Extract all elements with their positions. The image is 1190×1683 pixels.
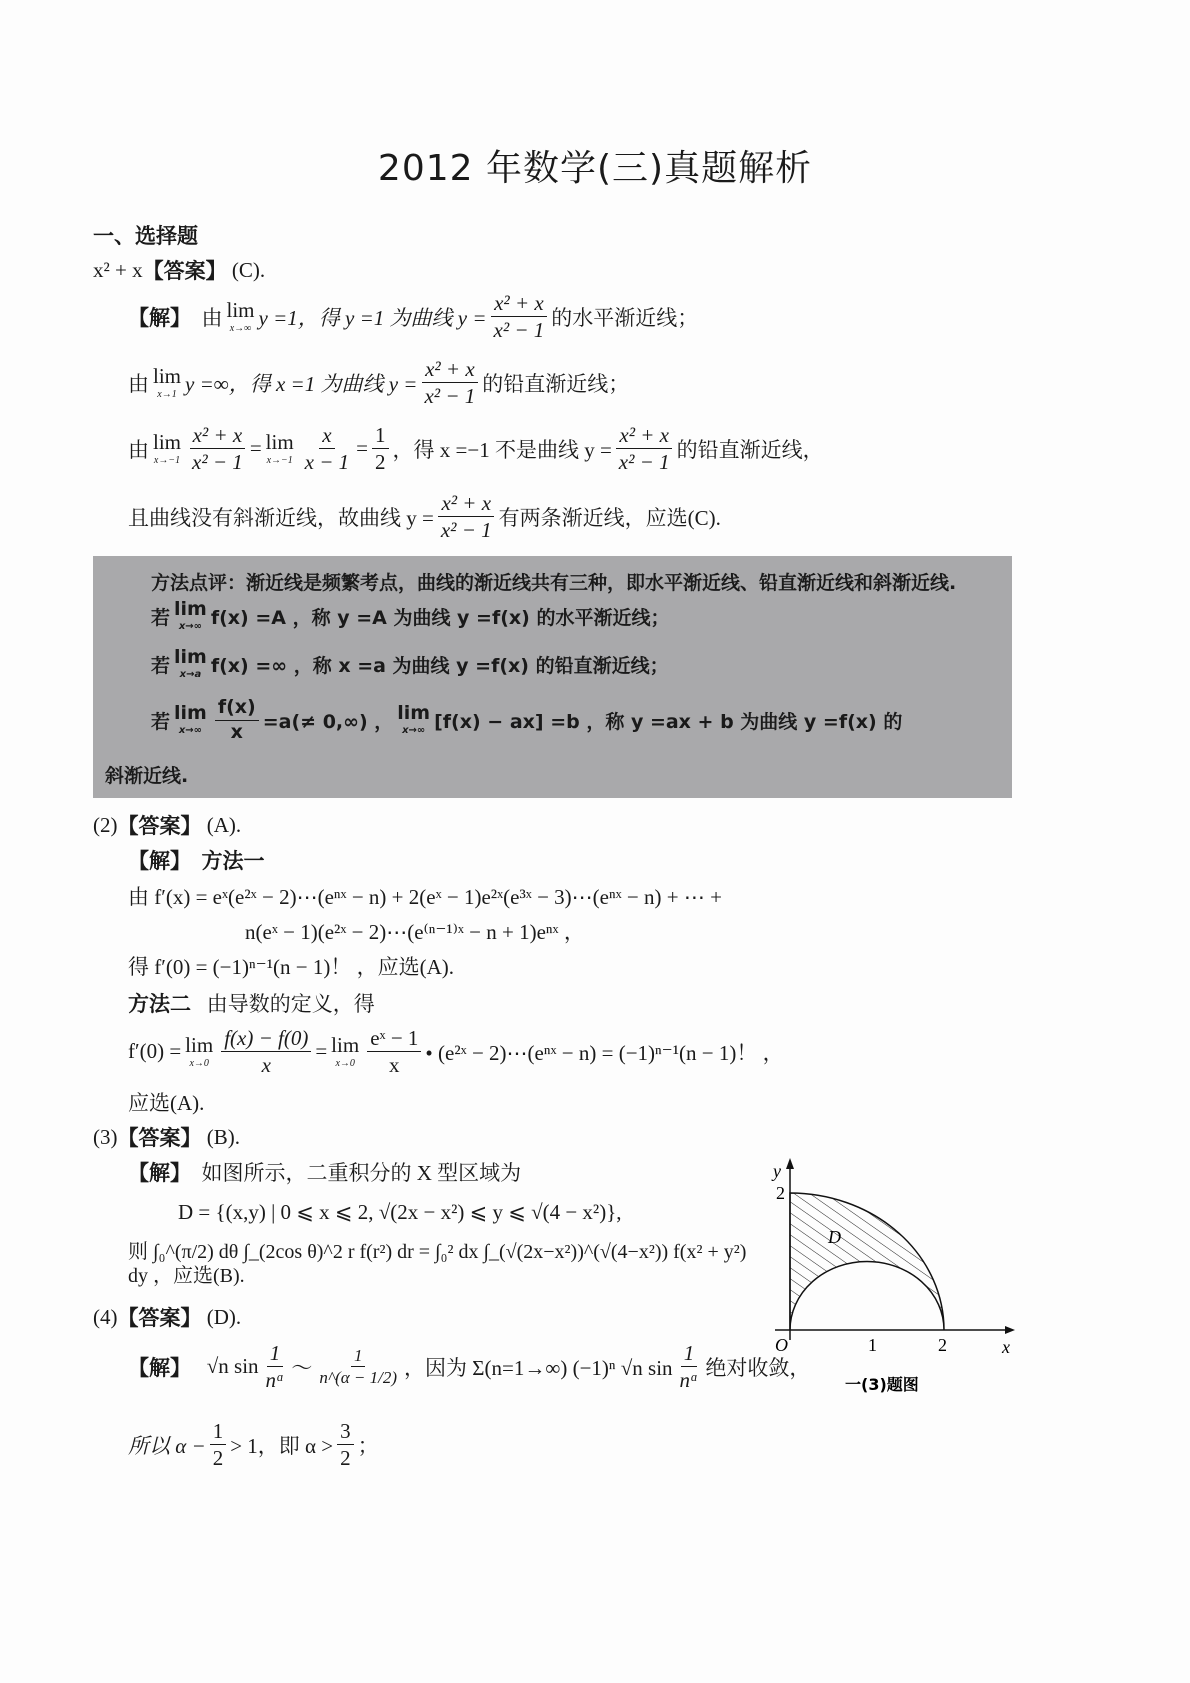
fraction xyxy=(367,1025,421,1079)
text: > 1，即 α > xyxy=(230,1433,334,1458)
q2-line5: 应选(A). xyxy=(128,1091,205,1115)
comment-line5: 斜渐近线. xyxy=(105,765,189,787)
comment-line3 xyxy=(151,648,669,680)
y-label: y xyxy=(773,1161,781,1181)
q-num: (3) xyxy=(93,1124,118,1149)
text: x² − 1 xyxy=(192,450,243,475)
method-comment-box xyxy=(93,556,1012,798)
text: √n sin xyxy=(206,1354,259,1379)
text: eˣ − 1 xyxy=(367,1025,421,1052)
text: • (e²ˣ − 2)⋯(eⁿˣ − n) = (−1)ⁿ⁻¹(n − 1)！ ， xyxy=(425,1040,784,1065)
figure-caption: 一(3)题图 xyxy=(845,1375,919,1394)
x-arrow-icon xyxy=(1005,1326,1015,1334)
fraction xyxy=(189,422,246,476)
text: 的水平渐近线； xyxy=(551,305,699,330)
fraction xyxy=(491,290,548,344)
text: 由导数的定义，得 xyxy=(206,992,375,1016)
lim xyxy=(153,429,182,466)
answer-label: 【答案】 xyxy=(117,814,202,838)
text: lim xyxy=(185,1032,214,1057)
text: ～ xyxy=(291,1355,313,1380)
text: =a(≠ 0,∞) ， xyxy=(262,710,394,733)
answer-value: (D). xyxy=(206,1304,242,1329)
fraction xyxy=(215,696,259,745)
tick-2: 2 xyxy=(938,1335,947,1355)
text: 1 xyxy=(681,1340,698,1367)
fraction xyxy=(316,1345,400,1389)
text: lim xyxy=(153,363,182,388)
text: nᵅ xyxy=(265,1368,285,1393)
text: 所以 α − xyxy=(128,1433,206,1458)
q2-method1 xyxy=(128,845,265,875)
text: x→0 xyxy=(335,1057,355,1069)
text: f(x) − f(0) xyxy=(221,1025,311,1052)
text: ，得 x =−1 不是曲线 y = xyxy=(392,437,612,462)
text: f(x) xyxy=(215,696,259,721)
text: lim xyxy=(174,598,207,620)
q-num: (2) xyxy=(93,812,118,837)
text: lim xyxy=(153,429,182,454)
q3-line1 xyxy=(128,1157,521,1187)
text: lim xyxy=(397,702,431,725)
lim xyxy=(153,363,182,400)
q4-answer xyxy=(93,1302,241,1332)
text: x→−1 xyxy=(153,454,181,466)
text: x→∞ xyxy=(229,322,252,334)
text: 方法一 xyxy=(201,849,265,873)
tick-y2: 2 xyxy=(776,1183,785,1203)
answer-label: 【答案】 xyxy=(117,1126,202,1150)
lim xyxy=(265,429,294,466)
text: f(x) =∞ ，称 x =a 为曲线 y =f(x) 的铅直渐近线； xyxy=(210,654,669,677)
solution-label: 【解】 xyxy=(128,305,191,330)
text: x xyxy=(389,1053,400,1078)
lim xyxy=(185,1032,214,1069)
q1-line4 xyxy=(128,490,721,544)
text: 方法二 xyxy=(128,992,191,1016)
text: 的铅直渐近线； xyxy=(482,371,630,396)
fraction xyxy=(677,1340,702,1394)
q1-answer xyxy=(93,255,265,285)
q2-line4: f′(0) = lim x→0 $\frac{f(x) - f(0)}{x}$ = lim x→0 $\frac{\text{eˣ − 1}}{x}$ • (e²ˣ − 2)⋯(eⁿˣ − n) = (−1)ⁿ⁻¹(n − 1)！ ， xyxy=(128,1026,784,1078)
q1-line3: 由 lim x→−1 $\frac{\text{x² + x}}{\text{x² − 1}}$ = lim x→−1 $\frac{x}{x - 1}$ = $\frac{1}{2}$ ，得 x =−1 不是曲线 y = $\frac{\text{x² + x}}{\text{x² − 1}}$ 的铅直渐近线， xyxy=(128,423,824,475)
text: 由 xyxy=(128,371,149,396)
origin-label: O xyxy=(775,1335,788,1355)
q2-answer xyxy=(93,810,241,840)
fraction xyxy=(372,422,389,476)
q2-line2: n(eˣ − 1)(e²ˣ − 2)⋯(e⁽ⁿ⁻¹⁾ˣ − n + 1)eⁿˣ ， xyxy=(245,920,585,944)
comment-line1: 方法点评：渐近线是频繁考点，曲线的渐近线共有三种，即水平渐近线、铅直渐近线和斜渐近线. xyxy=(151,572,957,594)
lim xyxy=(331,1032,360,1069)
text: 1 xyxy=(210,1418,227,1445)
text: 1 xyxy=(351,1345,366,1367)
text: y =1，得 y =1 为曲线 y = xyxy=(258,305,487,330)
text: 1 xyxy=(372,422,389,449)
fraction xyxy=(263,1340,288,1394)
text: x² + x xyxy=(190,422,246,449)
text: lim xyxy=(265,429,294,454)
text: lim xyxy=(226,297,255,322)
answer-label: 【答案】 xyxy=(117,1306,202,1330)
text: 的铅直渐近线， xyxy=(676,437,824,462)
lim xyxy=(226,297,255,334)
q2-line3: 得 f′(0) = (−1)ⁿ⁻¹(n − 1)！ ，应选(A). xyxy=(128,955,454,979)
q1-line2 xyxy=(128,356,629,410)
answer-value: (B). xyxy=(206,1124,240,1149)
text: x² − 1 xyxy=(424,384,476,409)
fraction xyxy=(421,356,478,410)
text: x² + x xyxy=(491,290,547,317)
text: n^(α − 1/2) xyxy=(319,1368,398,1388)
section-heading: 一、选择题 xyxy=(93,224,198,248)
page-title: 2012 年数学(三)真题解析 xyxy=(377,148,813,189)
q3-line2: D = {(x,y) | 0 ⩽ x ⩽ 2, √(2x − x²) ⩽ y ⩽ √(4 − x²)}, xyxy=(178,1200,622,1224)
text: 由 xyxy=(201,305,223,330)
text: x→a xyxy=(179,669,202,680)
fraction xyxy=(438,490,495,544)
fraction xyxy=(210,1418,227,1472)
lim xyxy=(397,704,430,736)
text: x→∞ xyxy=(402,725,426,737)
q2-line1: 由 f′(x) = eˣ(e²ˣ − 2)⋯(eⁿˣ − n) + 2(eˣ − 1)e²ˣ(e³ˣ − 3)⋯(eⁿˣ − n) + ⋯ + xyxy=(128,885,722,909)
text: x→0 xyxy=(189,1057,209,1069)
text: ； xyxy=(357,1433,379,1458)
solution-label: 【解】 xyxy=(128,1355,191,1380)
q3-line3: 则 ∫₀^(π/2) dθ ∫_(2cos θ)^2 r f(r²) dr = ∫₀² dx ∫_(√(2x−x²))^(√(4−x²)) f(x² + y²) dy ，应选(B). xyxy=(128,1241,747,1287)
text: 2 xyxy=(375,450,386,475)
y-arrow-icon xyxy=(786,1158,794,1169)
text: x→∞ xyxy=(178,725,203,737)
q4-line2 xyxy=(128,1418,379,1472)
text: lim xyxy=(331,1032,360,1057)
q2-method2 xyxy=(128,988,375,1018)
text: 若 xyxy=(151,710,171,733)
text: x − 1 xyxy=(304,450,350,475)
region-label: D xyxy=(828,1227,841,1247)
text: ，因为 Σ(n=1→∞) (−1)ⁿ √n sin xyxy=(404,1355,673,1380)
comment-line2 xyxy=(151,600,669,632)
text: x² − 1 xyxy=(440,518,492,543)
text: x→1 xyxy=(157,388,177,400)
text: 若 xyxy=(151,654,171,677)
text: 由 xyxy=(128,437,149,462)
tick-1: 1 xyxy=(868,1335,877,1355)
text: f′(0) = xyxy=(128,1039,182,1064)
text: x² − 1 xyxy=(618,450,670,475)
text: nᵅ xyxy=(679,1368,699,1393)
comment-line4 xyxy=(151,696,902,745)
lim xyxy=(174,600,207,632)
text: 绝对收敛， xyxy=(705,1355,811,1380)
text: x² − 1 xyxy=(493,318,545,343)
text: y =∞，得 x =1 为曲线 y = xyxy=(185,371,418,396)
text: f(x) =A ，称 y =A 为曲线 y =f(x) 的水平渐近线； xyxy=(210,606,670,629)
text: [f(x) − ax] =b ，称 y =ax + b 为曲线 y =f(x) 的 xyxy=(434,710,903,733)
answer-value: (A). xyxy=(206,812,242,837)
solution-label: 【解】 xyxy=(128,1161,191,1185)
text: x xyxy=(230,720,243,743)
text: x xyxy=(319,422,334,449)
q1-line1 xyxy=(128,290,698,344)
text: 2 xyxy=(340,1446,351,1471)
text: 若 xyxy=(151,606,171,629)
text: lim xyxy=(174,702,207,725)
text: 3 xyxy=(337,1418,354,1445)
lim xyxy=(174,704,207,736)
fraction xyxy=(616,422,673,476)
text: x xyxy=(261,1053,271,1078)
text: 且曲线没有斜渐近线，故曲线 y = xyxy=(128,505,434,530)
text: 有两条渐近线，应选(C). xyxy=(498,505,721,530)
x-label: x xyxy=(1002,1337,1010,1357)
region-d xyxy=(790,1193,944,1330)
q4-line1 xyxy=(128,1340,810,1394)
q-num: x² + x xyxy=(93,257,143,282)
text: 如图所示，二重积分的 X 型区域为 xyxy=(201,1161,522,1185)
text: x² + x xyxy=(422,356,478,383)
text: x→−1 xyxy=(266,454,293,466)
text: 1 xyxy=(267,1340,284,1367)
solution-label: 【解】 xyxy=(128,849,191,873)
text: lim xyxy=(174,646,207,668)
q-num: (4) xyxy=(93,1304,118,1329)
answer-value: (C). xyxy=(231,257,266,282)
q3-answer xyxy=(93,1122,240,1152)
answer-label: 【答案】 xyxy=(142,259,227,283)
text: x→∞ xyxy=(178,621,203,632)
text: 2 xyxy=(212,1446,224,1471)
lim xyxy=(174,648,207,680)
text: x² + x xyxy=(438,490,494,517)
fraction xyxy=(337,1418,354,1472)
text: x² + x xyxy=(616,422,672,449)
fraction xyxy=(302,422,353,476)
fraction xyxy=(221,1025,311,1079)
